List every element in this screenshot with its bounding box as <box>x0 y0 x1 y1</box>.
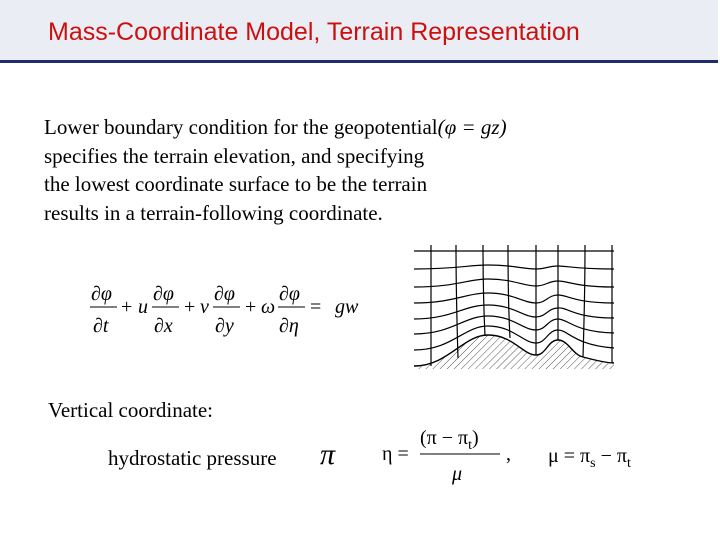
paragraph-line-3: the lowest coordinate surface to be the terrain <box>44 172 428 196</box>
svg-text:gw: gw <box>335 296 359 318</box>
mu-definition <box>546 440 666 474</box>
svg-text:∂x: ∂x <box>154 315 173 337</box>
svg-text:∂φ: ∂φ <box>153 283 174 305</box>
svg-text:∂φ: ∂φ <box>279 283 300 305</box>
paragraph-line-2: specifies the terrain elevation, and specifying <box>44 143 425 168</box>
paragraph-line-1: Lower boundary condition for the geopotential(φ = gz) <box>44 115 507 139</box>
svg-text:+: + <box>184 296 196 318</box>
svg-text:∂t: ∂t <box>93 315 109 337</box>
paragraph-line-4: results in a terrain-following coordinate. <box>44 200 383 225</box>
slide-title: Mass-Coordinate Model, Terrain Representation <box>48 18 580 46</box>
svg-text:+: + <box>121 296 133 318</box>
svg-text:∂φ: ∂φ <box>91 283 112 305</box>
svg-text:η =: η = <box>382 443 409 465</box>
svg-text:+: + <box>245 296 257 318</box>
description-paragraph <box>44 113 644 227</box>
hydrostatic-pressure-label: hydrostatic pressure <box>108 446 277 470</box>
svg-text:(π − πt): $(\pi - \pi_t)$ <box>420 427 479 453</box>
pi-symbol: π <box>320 438 336 471</box>
svg-text:μ: μ <box>452 463 463 485</box>
svg-text:,: , <box>506 443 511 465</box>
svg-text:v: v <box>200 296 209 318</box>
geopotential-formula: (φ = gz) <box>437 115 507 139</box>
svg-text:ω: ω <box>261 296 276 318</box>
geopotential-equation <box>86 280 376 344</box>
svg-text:∂y: ∂y <box>215 315 234 337</box>
eta-definition <box>380 420 520 488</box>
svg-text:∂φ: ∂φ <box>214 283 235 305</box>
terrain-coordinate-diagram <box>408 245 620 373</box>
svg-text:∂η: ∂η <box>279 315 299 337</box>
svg-text:=: = <box>310 296 322 318</box>
title-bar <box>0 0 718 63</box>
svg-text:u: u <box>138 296 148 318</box>
vertical-coordinate-label: Vertical coordinate: <box>48 398 214 422</box>
svg-text:μ = πs − πt: $\mu = \pi_s - \pi_t$ <box>548 445 631 471</box>
